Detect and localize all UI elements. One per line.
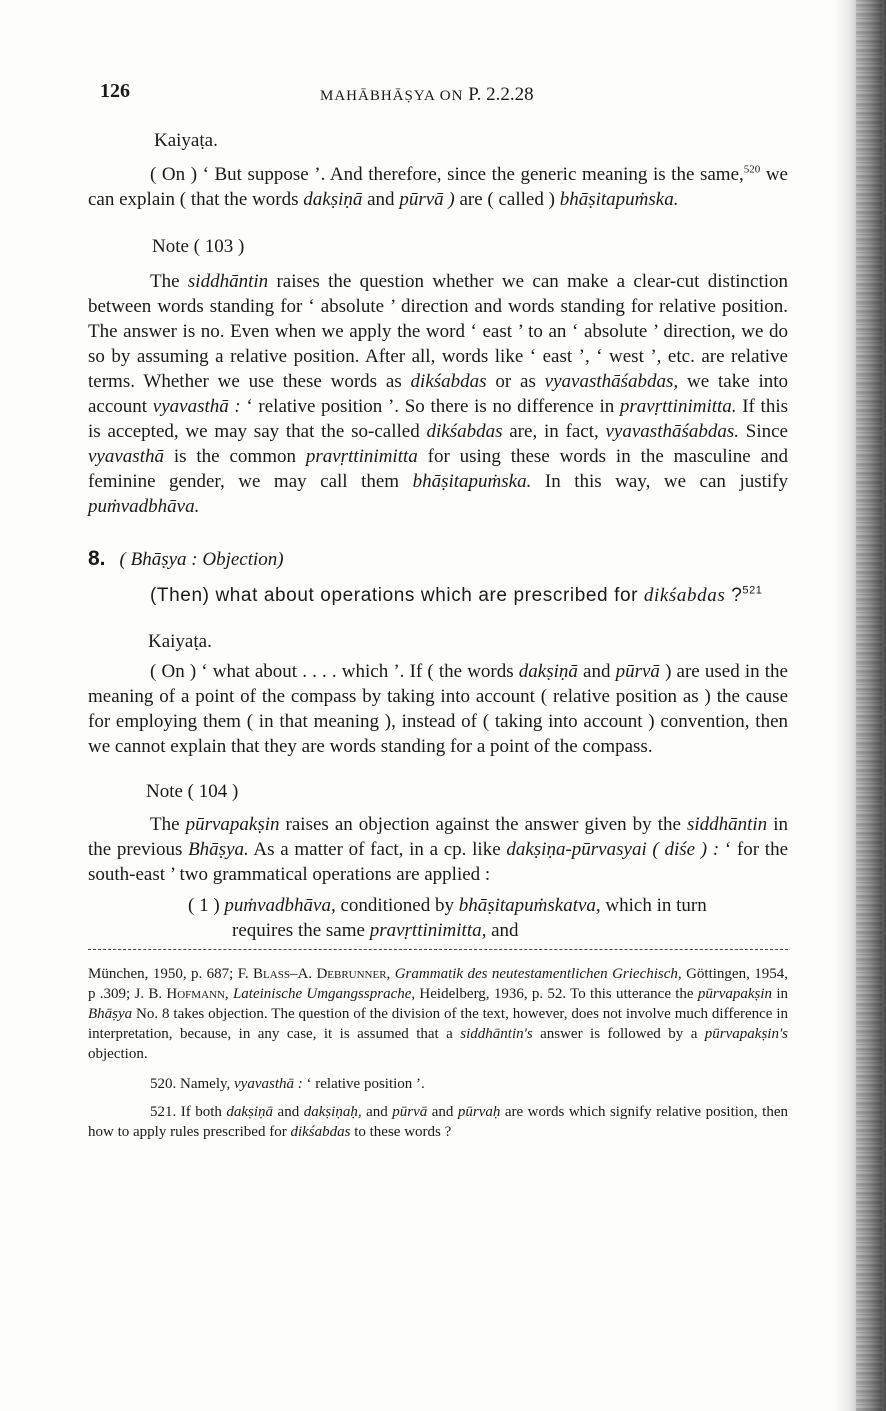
page-body — [88, 130, 788, 1142]
section-number: 8. — [88, 547, 106, 570]
note-label: Note ( 103 ) — [152, 236, 245, 257]
footnote-continued: München, 1950, p. 687; F. Blass–A. Debrunner, Grammatik des neutestamentlichen Griechisch, Göttingen, 1954, p .309; J. B. Hofmann, Lateinische Umgangssprache, Heidelberg, 1936, p. 52. To this utterance the pūrvapakṣin in Bhāṣya No. 8 takes objection. The question of the division of the text, however, does not involve much difference in interpretation, because, in any case, it is assumed that a siddhāntin's answer is followed by a pūrvapakṣin's objection. — [88, 966, 788, 1062]
footnote-ref-520[interactable]: 520 — [743, 163, 761, 176]
section-tag: ( Bhāṣya : Objection) — [119, 549, 284, 570]
kaiyata-paragraph: ( On ) ‘ But suppose ’. And therefore, since the generic meaning is the same,$^{520}$ we can explain ( that the words dakṣiṇā and pūrvā ) are ( called ) bhāṣitapuṁska. — [88, 163, 788, 210]
page-gutter-texture — [856, 0, 882, 1411]
note-paragraph-2: The pūrvapakṣin raises an objection against the answer given by the siddhāntin in the previous Bhāṣya. As a matter of fact, in a cp. like dakṣiṇa-pūrvasyai ( diśe ) : ‘ for the south-east ’ two grammatical operations are applied : — [88, 814, 788, 885]
kaiyata-label: Kaiyaṭa. — [154, 130, 218, 151]
note-label-2: Note ( 104 ) — [146, 781, 239, 802]
running-head-reference: P. 2.2.28 — [468, 84, 534, 105]
kaiyata-label-2: Kaiyaṭa. — [148, 631, 212, 652]
footnote-521: 521. If both dakṣiṇā and dakṣiṇaḥ, and pūrvā and pūrvaḥ are words which signify relative position, then how to apply rules prescribed for dikśabdas to these words ? — [88, 1104, 788, 1140]
footnote-ref-521[interactable]: 521 — [742, 584, 763, 597]
note-paragraph: The siddhāntin raises the question whether we can make a clear-cut distinction between words standing for ‘ absolute ’ direction and words standing for relative position. The answer is no. Even when we apply the word ‘ east ’ to an ‘ absolute ’ direction, we do so by assuming a relative position. After all, words like ‘ east ’, ‘ west ’, etc. are relative terms. Whether we use these words as dikśabdas or as vyavasthāśabdas, we take into account vyavasthā : ‘ relative position ’. So there is no difference in pravṛttinimitta. If this is accepted, we may say that the so-called dikśabdas are, in fact, vyavasthāśabdas. Since vyavasthā is the common pravṛttinimitta for using these words in the masculine and feminine gender, we may call them bhāṣitapuṁska. In this way, we can justify puṁvadbhāva. — [88, 271, 789, 517]
page-number: 126 — [100, 80, 130, 102]
running-head-title: MAHĀBHĀṢYA ON — [320, 88, 464, 104]
footnote-separator — [88, 949, 788, 950]
bhasya-paragraph: (Then) what about operations which are prescribed for dikśabdas ?$^{521}$ — [150, 584, 763, 606]
enumerated-item: ( 1 ) puṁvadbhāva, conditioned by bhāṣitapuṁskatva, which in turn requires the same pravṛttinimitta, and — [188, 895, 707, 941]
kaiyata-paragraph-2: ( On ) ‘ what about . . . . which ’. If ( the words dakṣiṇā and pūrvā ) are used in the meaning of a point of the compass by taking into account ( relative position as ) the cause for employing them ( in that meaning ), instead of ( taking into account ) convention, then we cannot explain that they are words standing for a point of the compass. — [88, 661, 788, 757]
running-head — [320, 84, 534, 106]
footnote-520: 520. Namely, vyavasthā : ‘ relative position ’. — [150, 1076, 425, 1092]
section-heading — [88, 547, 788, 571]
